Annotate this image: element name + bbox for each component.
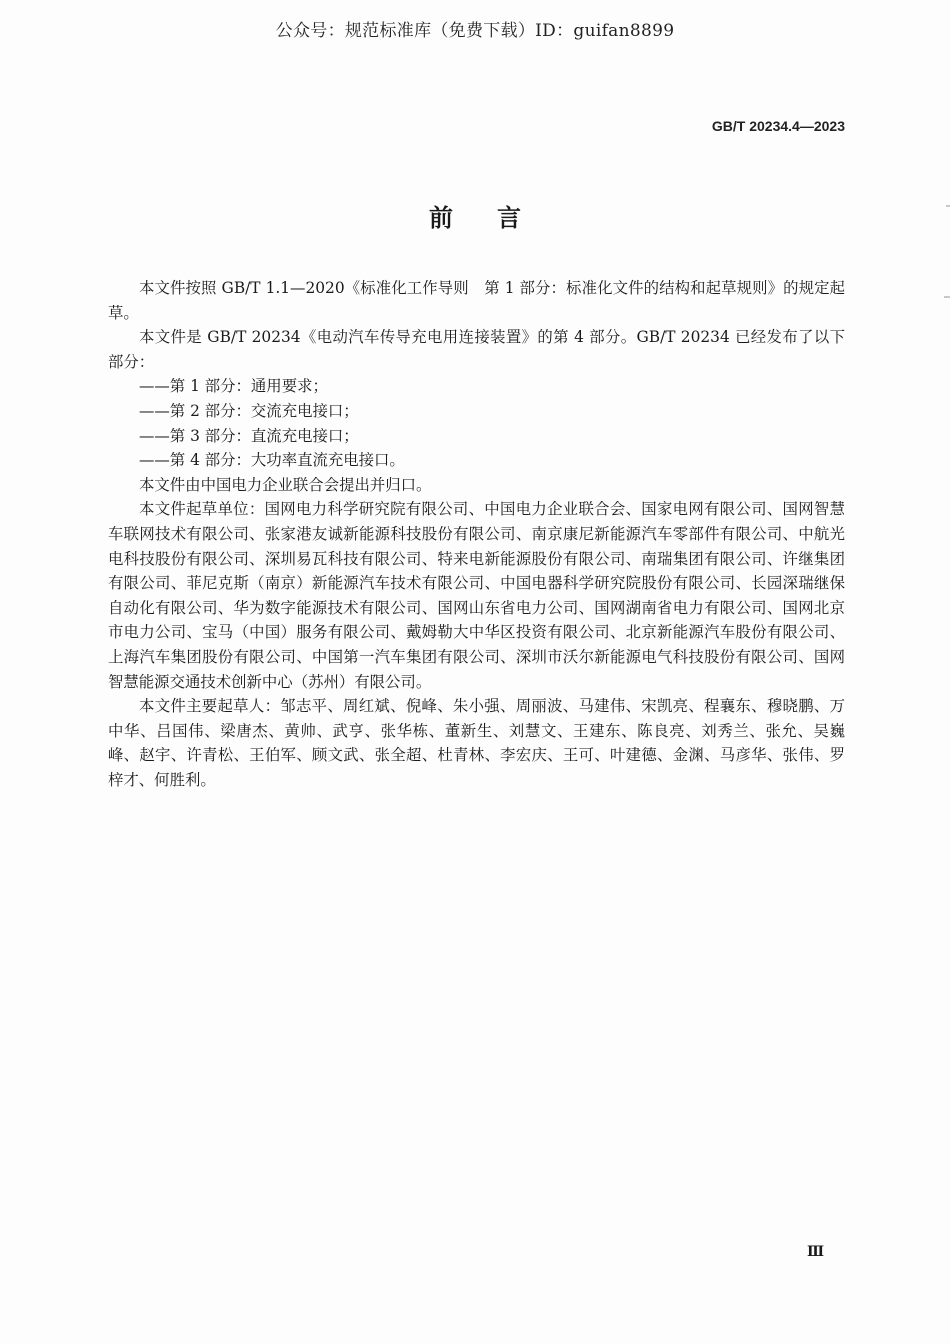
foreword-body — [108, 276, 845, 792]
standard-code: GB/T 20234.4—2023 — [711, 118, 845, 134]
paragraph-drafters: 本文件主要起草人：邹志平、周红斌、倪峰、朱小强、周丽波、马建伟、宋凯亮、程襄东、穆晓鹏、万中华、吕国伟、梁唐杰、黄帅、武亨、张华栋、董新生、刘慧文、王建东、陈良亮、刘秀兰、张允、吴巍峰、赵宇、许青松、王伯军、顾文武、张全超、杜青林、李宏庆、王可、叶建德、金渊、马彦华、张伟、罗梓才、何胜利。 — [108, 697, 845, 789]
page-title: 前言 — [429, 204, 565, 232]
scan-edge-mark — [944, 296, 950, 298]
paragraph-drafting-units: 本文件起草单位：国网电力科学研究院有限公司、中国电力企业联合会、国家电网有限公司、国网智慧车联网技术有限公司、张家港友诚新能源科技股份有限公司、南京康尼新能源汽车零部件有限公司、中航光电科技股份有限公司、深圳易瓦科技有限公司、特来电新能源股份有限公司、南瑞集团有限公司、许继集团有限公司、菲尼克斯（南京）新能源汽车技术有限公司、中国电器科学研究院股份有限公司、长园深瑞继保自动化有限公司、华为数字能源技术有限公司、国网山东省电力公司、国网湖南省电力有限公司、国网北京市电力公司、宝马（中国）服务有限公司、戴姆勒大中华区投资有限公司、北京新能源汽车股份有限公司、上海汽车集团股份有限公司、中国第一汽车集团有限公司、深圳市沃尔新能源电气科技股份有限公司、国网智慧能源交通技术创新中心（苏州）有限公司。 — [108, 500, 845, 691]
list-item: ——第 2 部分：交流充电接口； — [139, 401, 359, 420]
source-banner: 公众号：规范标准库（免费下载）ID：guifan8899 — [275, 21, 675, 41]
paragraph-proposer: 本文件由中国电力企业联合会提出并归口。 — [139, 475, 432, 494]
list-item: ——第 1 部分：通用要求； — [139, 377, 328, 396]
page-number: Ⅲ — [806, 1244, 824, 1260]
list-item: ——第 4 部分：大功率直流充电接口。 — [139, 451, 405, 470]
list-item: ——第 3 部分：直流充电接口； — [139, 426, 359, 445]
scan-edge-mark — [946, 205, 950, 207]
paragraph-drafting-rules: 本文件按照 GB/T 1.1—2020《标准化工作导则 第 1 部分：标准化文件的结构和起草规则》的规定起草。 — [108, 279, 845, 322]
paragraph-series-parts: 本文件是 GB/T 20234《电动汽车传导充电用连接装置》的第 4 部分。GB/T 20234 已经发布了以下部分： — [108, 328, 845, 371]
